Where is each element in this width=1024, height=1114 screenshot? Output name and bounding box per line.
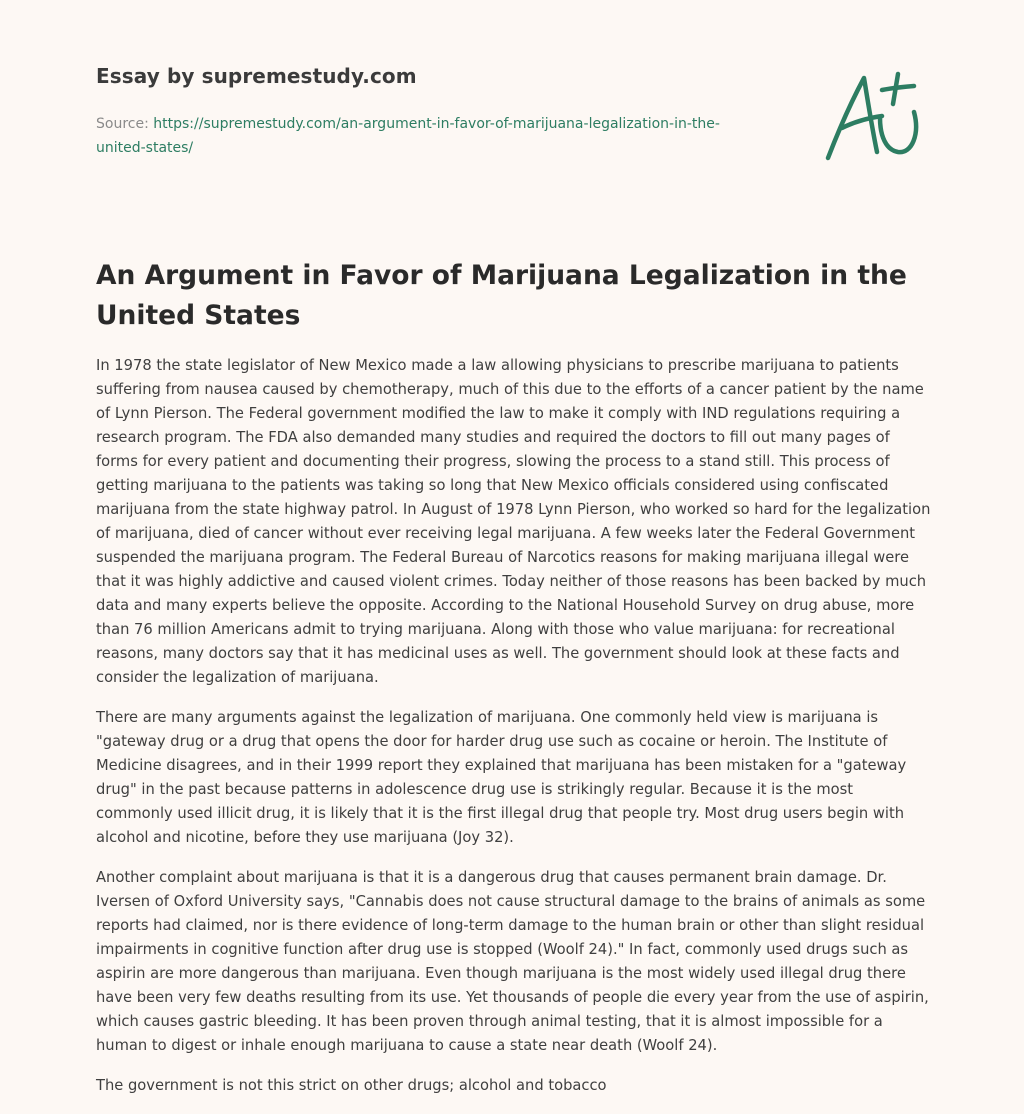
essay-paragraph: There are many arguments against the legalization of marijuana. One commonly held view is marijuana is "gateway drug or a drug that opens the door for harder drug use such as cocaine or heroin. The Institute of Medicine disagrees, and in their 1999 report they explained that marijuana has been mistaken for a "gateway drug" in the past because patterns in adolescence drug use is strikingly regular. Because it is the most commonly used illicit drug, it is likely that it is the first illegal drug that people try. Most drug users begin with alcohol and nicotine, before they use marijuana (Joy 32).: [96, 709, 907, 846]
site-title: Essay by supremestudy.com: [96, 64, 417, 88]
essay-paragraph: In 1978 the state legislator of New Mexico made a law allowing physicians to prescribe marijuana to patients suffering from nausea caused by chemotherapy, much of this due to the efforts of a cancer patient by the name of Lynn Pierson. The Federal government modified the law to make it comply with IND regulations requiring a research program. The FDA also demanded many studies and required the doctors to fill out many pages of forms for every patient and documenting their progress, slowing the process to a stand still. This process of getting marijuana to the patients was taking so long that New Mexico officials considered using confiscated marijuana from the state highway patrol. In August of 1978 Lynn Pierson, who worked so hard for the legalization of marijuana, died of cancer without ever receiving legal marijuana. A few weeks later the Federal Government suspended the marijuana program. The Federal Bureau of Narcotics reasons for making marijuana illegal were that it was highly addictive and caused violent crimes. Today neither of those reasons has been backed by much data and many experts believe the opposite. According to the National Household Survey on drug abuse, more than 76 million Americans admit to trying marijuana. Along with those who value marijuana: for recreational reasons, many doctors say that it has medicinal uses as well. The government should look at these facts and consider the legalization of marijuana.: [96, 357, 931, 686]
page-header: [96, 64, 796, 160]
a-plus-logo-icon: [822, 68, 926, 164]
source-line: [96, 112, 736, 160]
essay-title: An Argument in Favor of Marijuana Legalization in the United States: [96, 260, 907, 331]
essay-body: [96, 354, 931, 1114]
source-link[interactable]: https://supremestudy.com/an-argument-in-favor-of-marijuana-legalization-in-the-united-states/: [96, 116, 720, 156]
essay-paragraph: The government is not this strict on other drugs; alcohol and tobacco: [96, 1077, 607, 1094]
source-label: Source:: [96, 116, 149, 132]
essay-paragraph: Another complaint about marijuana is that it is a dangerous drug that causes permanent brain damage. Dr. Iversen of Oxford University says, "Cannabis does not cause structural damage to the brains of animals as some reports had claimed, nor is there evidence of long-term damage to the human brain or other than slight residual impairments in cognitive function after drug use is stopped (Woolf 24)." In fact, commonly used drugs such as aspirin are more dangerous than marijuana. Even though marijuana is the most widely used illegal drug there have been very few deaths resulting from its use. Yet thousands of people die every year from the use of aspirin, which causes gastric bleeding. It has been proven through animal testing, that it is almost impossible for a human to digest or inhale enough marijuana to cause a state near death (Woolf 24).: [96, 869, 929, 1054]
